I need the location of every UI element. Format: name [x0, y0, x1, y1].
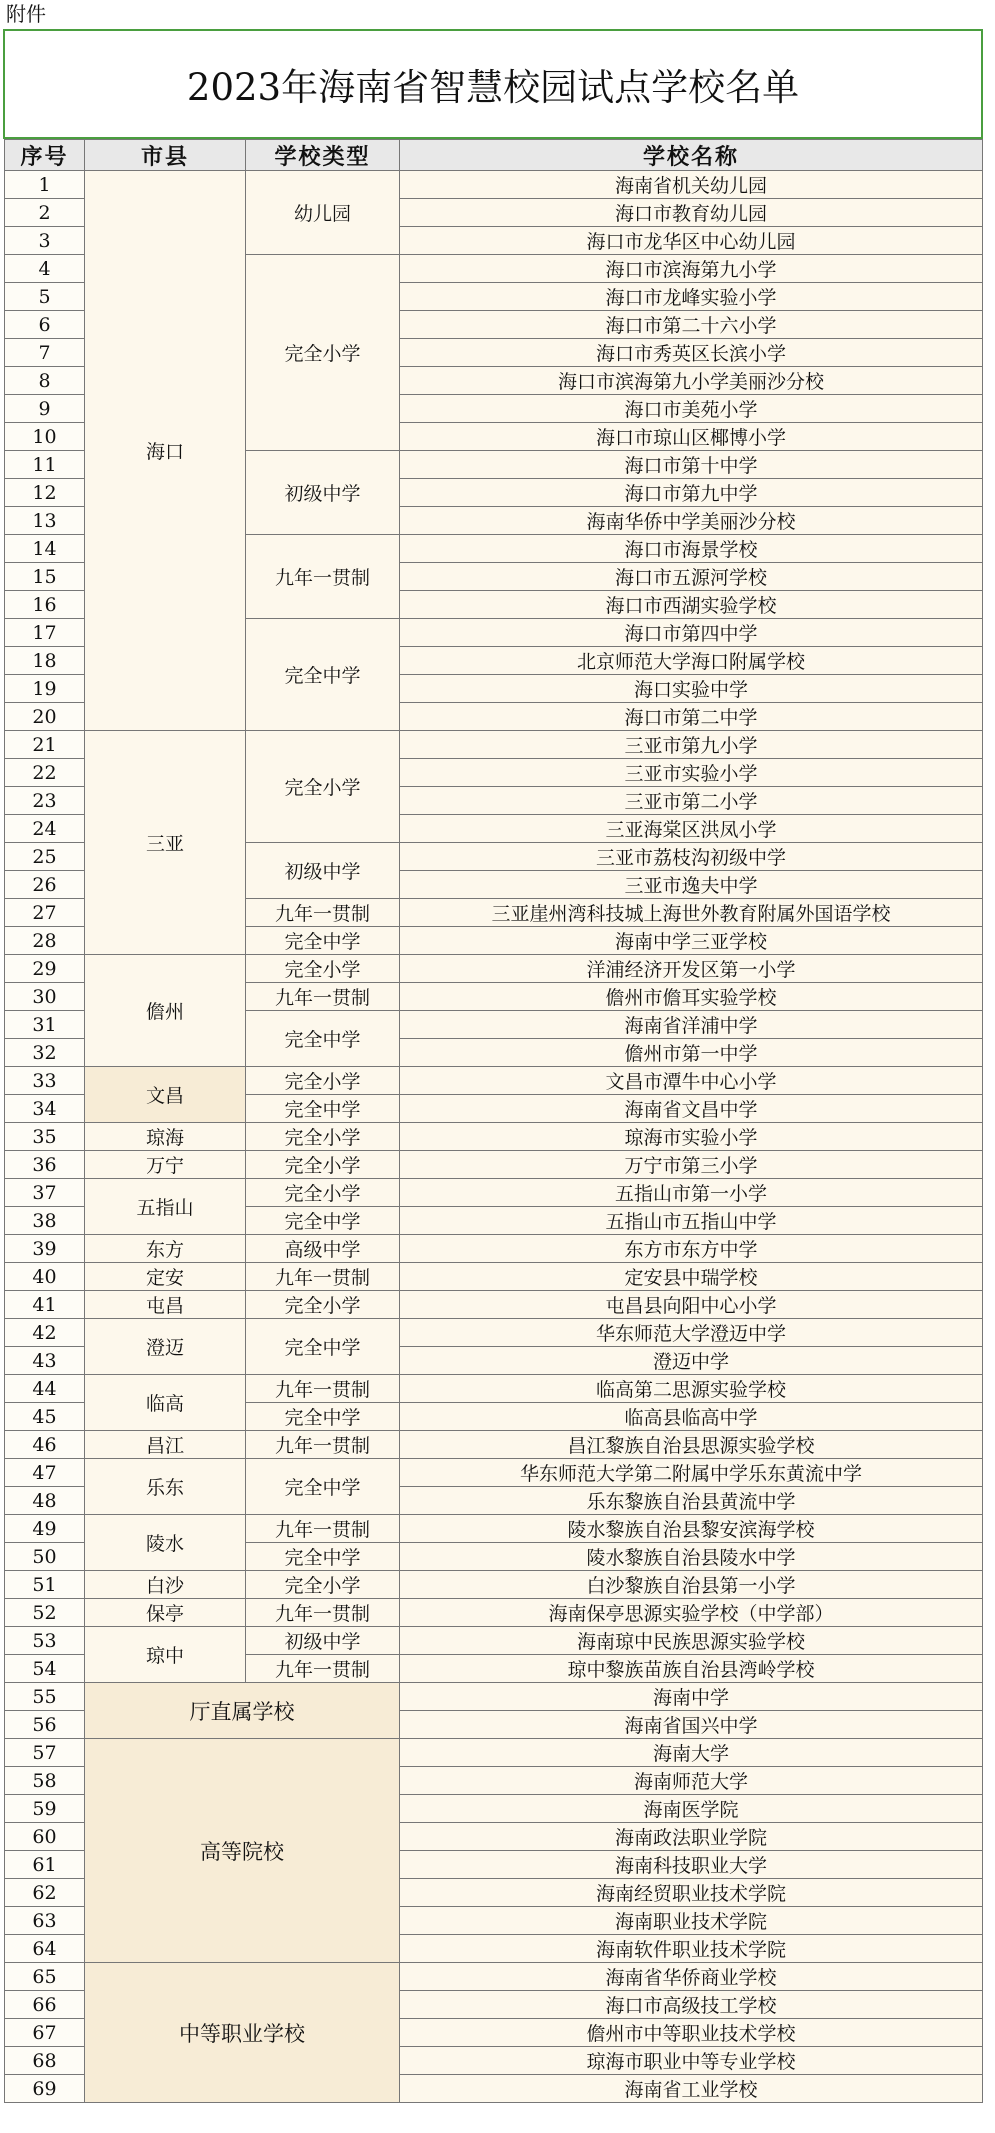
- school-type-cell[interactable]: 九年一贯制: [246, 1375, 400, 1403]
- school-name-cell[interactable]: 海南省工业学校: [400, 2075, 983, 2103]
- row-number-cell[interactable]: 40: [5, 1263, 85, 1291]
- school-name-cell[interactable]: 北京师范大学海口附属学校: [400, 647, 983, 675]
- school-type-cell[interactable]: 完全中学: [246, 1459, 400, 1515]
- school-type-cell[interactable]: 完全中学: [246, 1095, 400, 1123]
- school-name-cell[interactable]: 三亚市荔枝沟初级中学: [400, 843, 983, 871]
- row-number-cell[interactable]: 37: [5, 1179, 85, 1207]
- school-name-cell[interactable]: 儋州市第一中学: [400, 1039, 983, 1067]
- row-number-cell[interactable]: 25: [5, 843, 85, 871]
- county-cell[interactable]: 儋州: [85, 955, 246, 1067]
- header-index[interactable]: 序号: [5, 140, 85, 171]
- row-number-cell[interactable]: 36: [5, 1151, 85, 1179]
- school-name-cell[interactable]: 海南省华侨商业学校: [400, 1963, 983, 1991]
- school-name-cell[interactable]: 三亚崖州湾科技城上海世外教育附属外国语学校: [400, 899, 983, 927]
- school-type-cell[interactable]: 九年一贯制: [246, 1655, 400, 1683]
- school-name-cell[interactable]: 五指山市第一小学: [400, 1179, 983, 1207]
- row-number-cell[interactable]: 48: [5, 1487, 85, 1515]
- county-cell[interactable]: 临高: [85, 1375, 246, 1431]
- row-number-cell[interactable]: 22: [5, 759, 85, 787]
- school-name-cell[interactable]: 海口市第十中学: [400, 451, 983, 479]
- school-name-cell[interactable]: 海南政法职业学院: [400, 1823, 983, 1851]
- row-number-cell[interactable]: 10: [5, 423, 85, 451]
- school-type-cell[interactable]: 九年一贯制: [246, 1515, 400, 1543]
- school-name-cell[interactable]: 昌江黎族自治县思源实验学校: [400, 1431, 983, 1459]
- school-name-cell[interactable]: 海口市第四中学: [400, 619, 983, 647]
- row-number-cell[interactable]: 16: [5, 591, 85, 619]
- row-number-cell[interactable]: 60: [5, 1823, 85, 1851]
- school-type-cell[interactable]: 完全小学: [246, 255, 400, 451]
- row-number-cell[interactable]: 41: [5, 1291, 85, 1319]
- row-number-cell[interactable]: 55: [5, 1683, 85, 1711]
- row-number-cell[interactable]: 64: [5, 1935, 85, 1963]
- school-type-cell[interactable]: 完全小学: [246, 955, 400, 983]
- school-name-cell[interactable]: 三亚市第二小学: [400, 787, 983, 815]
- school-type-cell[interactable]: 九年一贯制: [246, 1431, 400, 1459]
- school-name-cell[interactable]: 海南保亭思源实验学校（中学部）: [400, 1599, 983, 1627]
- row-number-cell[interactable]: 24: [5, 815, 85, 843]
- row-number-cell[interactable]: 35: [5, 1123, 85, 1151]
- county-cell[interactable]: 万宁: [85, 1151, 246, 1179]
- county-cell[interactable]: 保亭: [85, 1599, 246, 1627]
- school-name-cell[interactable]: 陵水黎族自治县陵水中学: [400, 1543, 983, 1571]
- school-name-cell[interactable]: 东方市东方中学: [400, 1235, 983, 1263]
- row-number-cell[interactable]: 9: [5, 395, 85, 423]
- category-cell[interactable]: 中等职业学校: [85, 1963, 400, 2103]
- row-number-cell[interactable]: 7: [5, 339, 85, 367]
- school-name-cell[interactable]: 海南科技职业大学: [400, 1851, 983, 1879]
- row-number-cell[interactable]: 47: [5, 1459, 85, 1487]
- school-name-cell[interactable]: 海南省洋浦中学: [400, 1011, 983, 1039]
- school-type-cell[interactable]: 高级中学: [246, 1235, 400, 1263]
- school-name-cell[interactable]: 琼海市职业中等专业学校: [400, 2047, 983, 2075]
- school-name-cell[interactable]: 海口市滨海第九小学: [400, 255, 983, 283]
- row-number-cell[interactable]: 14: [5, 535, 85, 563]
- row-number-cell[interactable]: 57: [5, 1739, 85, 1767]
- school-name-cell[interactable]: 白沙黎族自治县第一小学: [400, 1571, 983, 1599]
- school-name-cell[interactable]: 三亚市逸夫中学: [400, 871, 983, 899]
- row-number-cell[interactable]: 29: [5, 955, 85, 983]
- category-cell[interactable]: 厅直属学校: [85, 1683, 400, 1739]
- row-number-cell[interactable]: 23: [5, 787, 85, 815]
- county-cell[interactable]: 琼海: [85, 1123, 246, 1151]
- school-type-cell[interactable]: 完全小学: [246, 1179, 400, 1207]
- school-name-cell[interactable]: 临高第二思源实验学校: [400, 1375, 983, 1403]
- school-name-cell[interactable]: 万宁市第三小学: [400, 1151, 983, 1179]
- county-cell[interactable]: 东方: [85, 1235, 246, 1263]
- school-list-table: [4, 139, 983, 2103]
- county-cell[interactable]: 白沙: [85, 1571, 246, 1599]
- attachment-label[interactable]: 附件: [6, 2, 46, 26]
- county-cell[interactable]: 澄迈: [85, 1319, 246, 1375]
- school-name-cell[interactable]: 定安县中瑞学校: [400, 1263, 983, 1291]
- school-name-cell[interactable]: 华东师范大学澄迈中学: [400, 1319, 983, 1347]
- row-number-cell[interactable]: 42: [5, 1319, 85, 1347]
- school-name-cell[interactable]: 海南师范大学: [400, 1767, 983, 1795]
- school-type-cell[interactable]: 初级中学: [246, 451, 400, 535]
- school-name-cell[interactable]: 华东师范大学第二附属中学乐东黄流中学: [400, 1459, 983, 1487]
- header-school-name[interactable]: 学校名称: [400, 140, 983, 171]
- header-school-type[interactable]: 学校类型: [246, 140, 400, 171]
- school-type-cell[interactable]: 九年一贯制: [246, 983, 400, 1011]
- school-name-cell[interactable]: 海口市第二中学: [400, 703, 983, 731]
- row-number-cell[interactable]: 50: [5, 1543, 85, 1571]
- school-name-cell[interactable]: 琼海市实验小学: [400, 1123, 983, 1151]
- school-name-cell[interactable]: 海南软件职业技术学院: [400, 1935, 983, 1963]
- school-name-cell[interactable]: 三亚市第九小学: [400, 731, 983, 759]
- row-number-cell[interactable]: 34: [5, 1095, 85, 1123]
- school-name-cell[interactable]: 海南华侨中学美丽沙分校: [400, 507, 983, 535]
- row-number-cell[interactable]: 15: [5, 563, 85, 591]
- header-county[interactable]: 市县: [85, 140, 246, 171]
- row-number-cell[interactable]: 27: [5, 899, 85, 927]
- school-type-cell[interactable]: 幼儿园: [246, 171, 400, 255]
- row-number-cell[interactable]: 49: [5, 1515, 85, 1543]
- category-cell[interactable]: 高等院校: [85, 1739, 400, 1963]
- school-type-cell[interactable]: 九年一贯制: [246, 899, 400, 927]
- school-type-cell[interactable]: 完全中学: [246, 1319, 400, 1375]
- school-type-cell[interactable]: 完全小学: [246, 1151, 400, 1179]
- school-name-cell[interactable]: 儋州市中等职业技术学校: [400, 2019, 983, 2047]
- row-number-cell[interactable]: 45: [5, 1403, 85, 1431]
- county-cell[interactable]: 昌江: [85, 1431, 246, 1459]
- school-name-cell[interactable]: 乐东黎族自治县黄流中学: [400, 1487, 983, 1515]
- school-name-cell[interactable]: 澄迈中学: [400, 1347, 983, 1375]
- school-name-cell[interactable]: 海口市琼山区椰博小学: [400, 423, 983, 451]
- county-cell[interactable]: 五指山: [85, 1179, 246, 1235]
- school-name-cell[interactable]: 海口市美苑小学: [400, 395, 983, 423]
- row-number-cell[interactable]: 56: [5, 1711, 85, 1739]
- row-number-cell[interactable]: 68: [5, 2047, 85, 2075]
- row-number-cell[interactable]: 59: [5, 1795, 85, 1823]
- row-number-cell[interactable]: 67: [5, 2019, 85, 2047]
- row-number-cell[interactable]: 53: [5, 1627, 85, 1655]
- row-number-cell[interactable]: 38: [5, 1207, 85, 1235]
- school-name-cell[interactable]: 海南中学三亚学校: [400, 927, 983, 955]
- row-number-cell[interactable]: 3: [5, 227, 85, 255]
- row-number-cell[interactable]: 51: [5, 1571, 85, 1599]
- school-name-cell[interactable]: 海南省机关幼儿园: [400, 171, 983, 199]
- school-name-cell[interactable]: 海口市第九中学: [400, 479, 983, 507]
- school-type-cell[interactable]: 九年一贯制: [246, 535, 400, 619]
- school-type-cell[interactable]: 初级中学: [246, 1627, 400, 1655]
- school-name-cell[interactable]: 海口市高级技工学校: [400, 1991, 983, 2019]
- school-type-cell[interactable]: 完全小学: [246, 1123, 400, 1151]
- school-name-cell[interactable]: 海口市龙峰实验小学: [400, 283, 983, 311]
- row-number-cell[interactable]: 63: [5, 1907, 85, 1935]
- school-name-cell[interactable]: 海南医学院: [400, 1795, 983, 1823]
- county-cell[interactable]: 陵水: [85, 1515, 246, 1571]
- school-name-cell[interactable]: 屯昌县向阳中心小学: [400, 1291, 983, 1319]
- row-number-cell[interactable]: 19: [5, 675, 85, 703]
- school-type-cell[interactable]: 完全小学: [246, 731, 400, 843]
- school-name-cell[interactable]: 海口实验中学: [400, 675, 983, 703]
- school-name-cell[interactable]: 海口市滨海第九小学美丽沙分校: [400, 367, 983, 395]
- row-number-cell[interactable]: 2: [5, 199, 85, 227]
- school-name-cell[interactable]: 三亚海棠区洪凤小学: [400, 815, 983, 843]
- school-type-cell[interactable]: 完全中学: [246, 1543, 400, 1571]
- school-type-cell[interactable]: 初级中学: [246, 843, 400, 899]
- school-name-cell[interactable]: 海口市五源河学校: [400, 563, 983, 591]
- row-number-cell[interactable]: 12: [5, 479, 85, 507]
- school-name-cell[interactable]: 陵水黎族自治县黎安滨海学校: [400, 1515, 983, 1543]
- school-type-cell[interactable]: 完全中学: [246, 619, 400, 731]
- school-type-cell[interactable]: 完全中学: [246, 1403, 400, 1431]
- school-name-cell[interactable]: 洋浦经济开发区第一小学: [400, 955, 983, 983]
- county-cell[interactable]: 乐东: [85, 1459, 246, 1515]
- row-number-cell[interactable]: 30: [5, 983, 85, 1011]
- row-number-cell[interactable]: 62: [5, 1879, 85, 1907]
- school-name-cell[interactable]: 海口市教育幼儿园: [400, 199, 983, 227]
- row-number-cell[interactable]: 26: [5, 871, 85, 899]
- row-number-cell[interactable]: 58: [5, 1767, 85, 1795]
- row-number-cell[interactable]: 20: [5, 703, 85, 731]
- school-name-cell[interactable]: 琼中黎族苗族自治县湾岭学校: [400, 1655, 983, 1683]
- row-number-cell[interactable]: 66: [5, 1991, 85, 2019]
- school-name-cell[interactable]: 海南经贸职业技术学院: [400, 1879, 983, 1907]
- county-cell[interactable]: 三亚: [85, 731, 246, 955]
- row-number-cell[interactable]: 4: [5, 255, 85, 283]
- school-name-cell[interactable]: 五指山市五指山中学: [400, 1207, 983, 1235]
- school-type-cell[interactable]: 完全中学: [246, 1207, 400, 1235]
- row-number-cell[interactable]: 17: [5, 619, 85, 647]
- county-cell[interactable]: 琼中: [85, 1627, 246, 1683]
- row-number-cell[interactable]: 13: [5, 507, 85, 535]
- school-type-cell[interactable]: 完全中学: [246, 1011, 400, 1067]
- school-name-cell[interactable]: 海南省文昌中学: [400, 1095, 983, 1123]
- row-number-cell[interactable]: 21: [5, 731, 85, 759]
- county-cell[interactable]: 文昌: [85, 1067, 246, 1123]
- row-number-cell[interactable]: 46: [5, 1431, 85, 1459]
- row-number-cell[interactable]: 1: [5, 171, 85, 199]
- school-name-cell[interactable]: 海南大学: [400, 1739, 983, 1767]
- school-type-cell[interactable]: 完全中学: [246, 927, 400, 955]
- row-number-cell[interactable]: 39: [5, 1235, 85, 1263]
- row-number-cell[interactable]: 65: [5, 1963, 85, 1991]
- row-number-cell[interactable]: 18: [5, 647, 85, 675]
- row-number-cell[interactable]: 33: [5, 1067, 85, 1095]
- school-type-cell[interactable]: 九年一贯制: [246, 1263, 400, 1291]
- school-name-cell[interactable]: 海南中学: [400, 1683, 983, 1711]
- school-name-cell[interactable]: 海口市第二十六小学: [400, 311, 983, 339]
- row-number-cell[interactable]: 28: [5, 927, 85, 955]
- school-name-cell[interactable]: 海口市西湖实验学校: [400, 591, 983, 619]
- row-number-cell[interactable]: 6: [5, 311, 85, 339]
- school-name-cell[interactable]: 海口市海景学校: [400, 535, 983, 563]
- county-cell[interactable]: 海口: [85, 171, 246, 731]
- county-cell[interactable]: 屯昌: [85, 1291, 246, 1319]
- sheet-title-cell[interactable]: 2023年海南省智慧校园试点学校名单: [3, 29, 983, 139]
- row-number-cell[interactable]: 61: [5, 1851, 85, 1879]
- school-name-cell[interactable]: 海南琼中民族思源实验学校: [400, 1627, 983, 1655]
- row-number-cell[interactable]: 43: [5, 1347, 85, 1375]
- county-cell[interactable]: 定安: [85, 1263, 246, 1291]
- row-number-cell[interactable]: 69: [5, 2075, 85, 2103]
- school-name-cell[interactable]: 三亚市实验小学: [400, 759, 983, 787]
- row-number-cell[interactable]: 8: [5, 367, 85, 395]
- row-number-cell[interactable]: 5: [5, 283, 85, 311]
- school-type-cell[interactable]: 完全小学: [246, 1291, 400, 1319]
- row-number-cell[interactable]: 44: [5, 1375, 85, 1403]
- school-name-cell[interactable]: 海南省国兴中学: [400, 1711, 983, 1739]
- row-number-cell[interactable]: 32: [5, 1039, 85, 1067]
- row-number-cell[interactable]: 52: [5, 1599, 85, 1627]
- school-name-cell[interactable]: 文昌市潭牛中心小学: [400, 1067, 983, 1095]
- school-type-cell[interactable]: 九年一贯制: [246, 1599, 400, 1627]
- school-name-cell[interactable]: 海南职业技术学院: [400, 1907, 983, 1935]
- row-number-cell[interactable]: 54: [5, 1655, 85, 1683]
- row-number-cell[interactable]: 11: [5, 451, 85, 479]
- school-type-cell[interactable]: 完全小学: [246, 1571, 400, 1599]
- school-name-cell[interactable]: 海口市龙华区中心幼儿园: [400, 227, 983, 255]
- school-name-cell[interactable]: 儋州市儋耳实验学校: [400, 983, 983, 1011]
- school-name-cell[interactable]: 海口市秀英区长滨小学: [400, 339, 983, 367]
- row-number-cell[interactable]: 31: [5, 1011, 85, 1039]
- school-name-cell[interactable]: 临高县临高中学: [400, 1403, 983, 1431]
- school-type-cell[interactable]: 完全小学: [246, 1067, 400, 1095]
